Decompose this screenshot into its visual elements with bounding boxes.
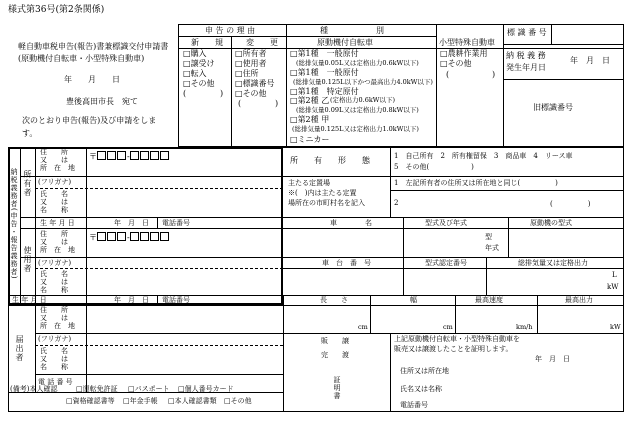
request-line2: す。 [22, 129, 38, 138]
remarks-id-mynumber[interactable]: □ 個人番号カード [178, 386, 234, 393]
reason-change-other[interactable]: □ その他 [235, 90, 267, 98]
request-line1: 次のとおり申告(報告)及び申請をしま [22, 116, 157, 125]
reason-change-user[interactable]: □ 使用者 [235, 60, 267, 68]
motor-header: 原動機付自転車 [317, 38, 373, 47]
reason-change-address[interactable]: □ 住所 [235, 70, 259, 78]
reason-header: 申 告 の 理 由 [205, 26, 256, 35]
owner-label: 所有者 [23, 170, 32, 197]
form-title-line2: (原動機付自転車・小型特殊自動車) [18, 54, 145, 63]
reason-new-transfer[interactable]: □ 譲受け [183, 60, 215, 68]
remarks-id-qualification[interactable]: □ 資格確認書等 [66, 398, 115, 405]
remarks-id-license[interactable]: □ 運転免許証 [76, 386, 118, 393]
special-header: 小型特殊自動車 [439, 38, 495, 47]
reason-new-other[interactable]: □ その他 [183, 80, 215, 88]
user-label: 使用者 [23, 246, 32, 273]
reason-change-owner[interactable]: □ 所有者 [235, 50, 267, 58]
type-class1-general-b[interactable]: □ 第1種 一般原付 [290, 69, 359, 77]
type-class1-specific[interactable]: □ 第1種 特定原付 [290, 88, 359, 96]
change-header: 変 更 [246, 38, 278, 47]
reason-new-purchase[interactable]: □ 購入 [183, 50, 207, 58]
user-postal-code[interactable]: 〒 - [89, 232, 170, 242]
ownership-options[interactable]: 1 自己所有 2 所有権留保 3 商品車 4 リース車 [394, 152, 573, 160]
reason-new-movein[interactable]: □ 転入 [183, 70, 207, 78]
storage-option-2[interactable]: 2 [394, 199, 399, 207]
issue-date-value: 年 月 日 [570, 56, 610, 65]
remarks-label: (備考)本人確認 [10, 385, 58, 393]
type-class2-otsu[interactable]: □ 第2種 乙 [290, 97, 329, 105]
type-minicar[interactable]: □ ミニカー [290, 136, 330, 144]
type-header: 種 別 [320, 26, 384, 35]
type-class2-ko[interactable]: □ 第2種 甲 [290, 116, 329, 124]
issue-date-label1: 納 税 義 務 [506, 51, 546, 60]
remarks-id-other[interactable]: □ その他 [224, 398, 252, 405]
type-class1-general[interactable]: □ 第1種 一般原付 [290, 50, 359, 58]
remarks-id-pension[interactable]: □ 年金手帳 [123, 398, 158, 405]
issue-date-label2: 発生年月日 [506, 63, 546, 72]
old-plate-label: 旧標識番号 [533, 103, 573, 112]
reason-change-plate[interactable]: □ 標識番号 [235, 80, 275, 88]
form-title-line1: 軽自動車税申告(報告)書兼標識交付申請書 [18, 42, 169, 51]
type-agricultural[interactable]: □ 農耕作業用 [440, 50, 488, 58]
submission-date: 年 月 日 [64, 75, 120, 84]
ownership-label: 所 有 形 態 [290, 156, 370, 165]
new-header: 新 規 [191, 38, 223, 47]
remarks-id-passport[interactable]: □ パスポート [128, 386, 170, 393]
remarks-id-other-doc[interactable]: □ 本人確認書類 [168, 398, 217, 405]
taxpayer-section-label: 納税義務者(申告・報告義務者) [10, 168, 18, 280]
form-number: 様式第36号(第2条関係) [8, 5, 105, 15]
declarant-phone-label: 電 話 番 号 [38, 378, 73, 386]
plate-number-label: 標 識 番 号 [507, 28, 547, 37]
owner-postal-code[interactable]: 〒 - [89, 151, 170, 161]
ownership-options-2[interactable]: 5 その他( ) [394, 163, 474, 171]
addressee: 豊後高田市長 宛て [66, 97, 138, 106]
declarant-label: 届出者 [15, 335, 24, 362]
transfer-cert-label: 証明書 [333, 376, 341, 400]
storage-option-1[interactable]: 1 左記所有者の住所又は所在地と同じ( ) [394, 179, 558, 187]
type-special-other[interactable]: □ その他 [440, 60, 472, 68]
